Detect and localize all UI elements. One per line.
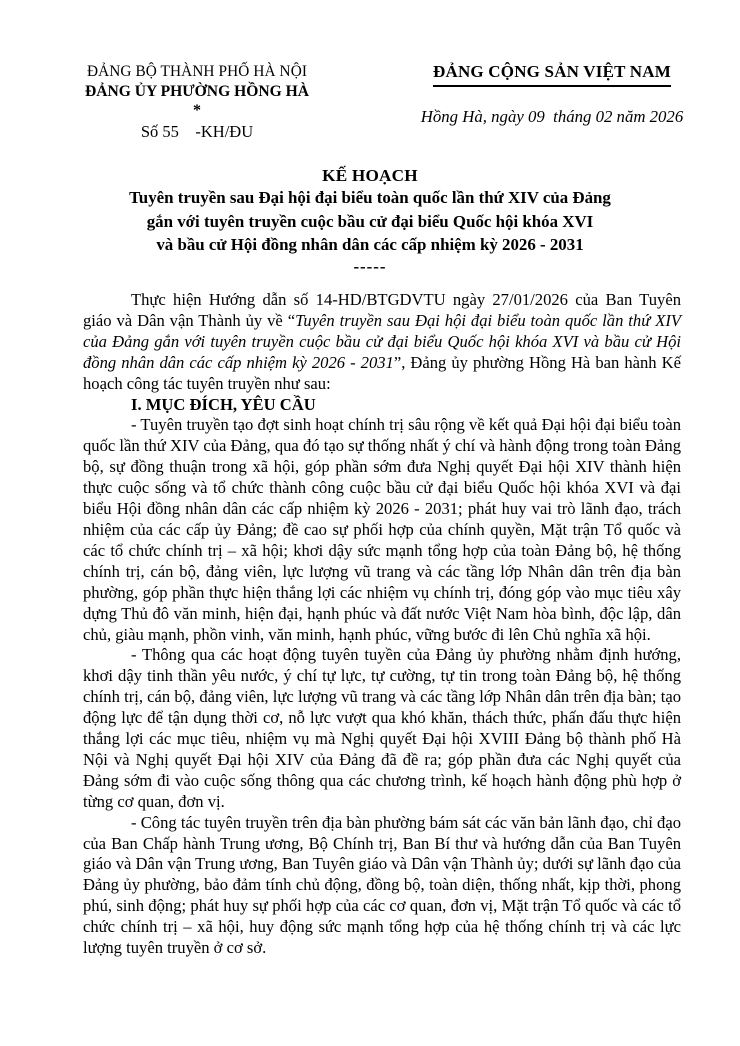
- place-date-line: Hồng Hà, ngày 09 tháng 02 năm 2026: [420, 107, 684, 126]
- intro-paragraph: [83, 290, 681, 395]
- title-line-2: gắn với tuyên truyền cuộc bầu cử đại biểu Quốc hội khóa XVI: [146, 211, 594, 231]
- document-header: [0, 0, 740, 142]
- title-line-3: và bầu cử Hội đồng nhân dân các cấp nhiệm kỳ 2026 - 2031: [156, 235, 584, 255]
- document-number: Số 55 -KH/ĐU: [140, 122, 254, 142]
- body-paragraph-3: - Công tác tuyên truyền trên địa bàn phường bám sát các văn bản lãnh đạo, chỉ đạo của Ban Chấp hành Trung ương, Bộ Chính trị, Ban Bí thư và hướng dẫn của Ban Tuyên giáo và Dân vận Trung ương, Ban Tuyên giáo và Dân vận Thành ủy; dưới sự lãnh đạo của Đảng ủy phường, bảo đảm tính chủ động, đồng bộ, toàn diện, thống nhất, kịp thời, phong phú, sinh động; phát huy sự phối hợp của các cơ quan, đơn vị, Mặt trận Tổ quốc và các tổ chức chính trị – xã hội, huy động sức mạnh tổng hợp của hệ thống chính trị và các lực lượng tuyên truyền ở cơ sở.: [83, 812, 681, 958]
- title-line-1: Tuyên truyền sau Đại hội đại biểu toàn quốc lần thứ XIV của Đảng: [129, 188, 611, 208]
- issuing-org-block: [52, 62, 342, 142]
- body-paragraph-2: - Thông qua các hoạt động tuyên tuyền của Đảng ủy phường nhằm định hướng, khơi dậy tinh thần yêu nước, ý chí tự lực, tự cường, tự tin trong toàn Đảng bộ, hệ thống chính trị, cán bộ, đảng viên, lực lượng vũ trang và các tầng lớp Nhân dân trên địa bàn; tạo động lực để tận dụng thời cơ, nỗ lực vượt qua khó khăn, thách thức, phấn đấu thực hiện thắng lợi các mục tiêu, nhiệm vụ mà Nghị quyết Đại hội XVIII Đảng bộ thành phố Hà Nội và Nghị quyết Đại hội XIV của Đảng đã đề ra; góp phần đưa các Nghị quyết của Đảng sớm đi vào cuộc sống thông qua các chương trình, kế hoạch hành động phù hợp ở từng cơ quan, đơn vị.: [83, 645, 681, 811]
- org-parent-name: ĐẢNG BỘ THÀNH PHỐ HÀ NỘI: [86, 63, 308, 80]
- document-type: KẾ HOẠCH: [322, 166, 418, 186]
- org-name: ĐẢNG ỦY PHƯỜNG HỒNG HÀ: [84, 82, 310, 100]
- intro-after-quote: ”, Đảng ủy phường Hồng Hà ban hành Kế hoạch công tác tuyên truyền như sau:: [83, 352, 681, 393]
- star-separator: *: [193, 101, 201, 119]
- document-title-block: [0, 166, 740, 277]
- national-motto-block: [382, 62, 722, 142]
- section-1-heading: I. MỤC ĐÍCH, YÊU CẦU: [131, 394, 316, 414]
- intro-before-quote: Thực hiện Hướng dẫn số 14-HD/BTGDVTU ngày 27/01/2026 của Ban Tuyên giáo và Dân vận Thành ủy về “: [83, 290, 681, 330]
- party-name: ĐẢNG CỘNG SẢN VIỆT NAM: [433, 62, 671, 87]
- body-paragraph-1: - Tuyên truyền tạo đợt sinh hoạt chính trị sâu rộng về kết quả Đại hội đại biểu toàn quốc lần thứ XIV của Đảng, qua đó tạo sự thống nhất ý chí và hành động trong toàn Đảng bộ, sự đồng thuận trong xã hội, góp phần sớm đưa Nghị quyết Đại hội XIV thành hiện thực cuộc sống và tổ chức thành công cuộc bầu cử đại biểu Quốc hội khóa XVI và đại biểu Hội đồng nhân dân các cấp nhiệm kỳ 2026 - 2031; phát huy vai trò lãnh đạo, trách nhiệm của các cấp ủy Đảng; đề cao sự phối hợp của chính quyền, Mặt trận Tổ quốc và các tổ chức chính trị – xã hội; khơi dậy sức mạnh tổng hợp của toàn Đảng bộ, hệ thống chính trị, cán bộ, đảng viên, lực lượng vũ trang và các tầng lớp Nhân dân trên địa bàn phường, góp phần thực hiện thắng lợi các nhiệm vụ chính trị, đóng góp vào mục tiêu xây dựng Thủ đô văn minh, hiện đại, hạnh phúc và đất nước Việt Nam hòa bình, độc lập, dân chủ, giàu mạnh, phồn vinh, văn minh, hạnh phúc, vững bước đi lên Chủ nghĩa xã hội.: [83, 415, 681, 644]
- intro-quoted-title: Tuyên truyền sau Đại hội đại biểu toàn quốc lần thứ XIV của Đảng gắn với tuyên truyền cuộc bầu cử đại biểu Quốc hội khóa XVI và bầu cử Hội đồng nhân dân các cấp nhiệm kỳ 2026 - 2031: [83, 310, 681, 372]
- document-body: [0, 290, 740, 959]
- title-dash-separator: -----: [353, 257, 387, 277]
